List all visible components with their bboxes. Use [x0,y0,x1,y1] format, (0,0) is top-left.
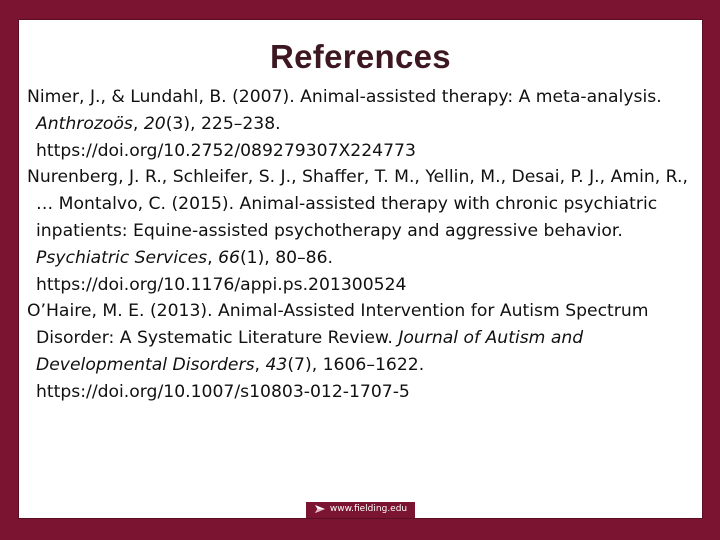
reference-list [27,84,695,406]
reference-volume: 66 [218,247,240,268]
reference-item [27,84,695,164]
reference-issue-pages: (7), 1606–1622. [287,354,425,375]
reference-item [27,298,695,405]
footer-url-link[interactable]: www.fielding.edu [329,504,408,514]
reference-doi-link[interactable]: https://doi.org/10.2752/089279307X224773 [36,140,416,161]
slide [18,19,703,519]
reference-separator: , [254,354,266,375]
reference-doi-link[interactable]: https://doi.org/10.1007/s10803-012-1707-5 [36,381,410,402]
reference-authors-title: O’Haire, M. E. (2013). Animal-Assisted Intervention for Autism Spectrum Disorder: A Systematic Literature Review. [27,301,649,349]
reference-authors-title: Nimer, J., & Lundahl, B. (2007). Animal-assisted therapy: A meta-analysis. [27,87,662,107]
reference-volume: 20 [143,113,166,134]
reference-separator: , [132,113,144,134]
reference-journal: Psychiatric Services [36,247,208,268]
footer [19,495,702,518]
reference-volume: 43 [265,354,288,375]
reference-journal: Journal of Autism and Developmental Disorders [36,328,584,375]
reference-issue-pages: (1), 80–86. [239,247,334,268]
footer-badge[interactable] [306,502,415,518]
reference-separator: , [207,247,219,268]
reference-item [27,164,695,298]
reference-issue-pages: (3), 225–238. [165,113,281,134]
slide-title: References [270,38,451,75]
fielding-logo-icon [314,503,326,515]
reference-doi-link[interactable]: https://doi.org/10.1176/appi.ps.201300524 [36,274,407,295]
reference-authors-title: Nurenberg, J. R., Schleifer, S. J., Shaffer, T. M., Yellin, M., Desai, P. J., Amin, R., … Montalvo, C. (2015). Animal-assisted therapy with chronic psychiatric inpatients: Equine-assisted psychotherapy and aggressive behavior. [27,167,688,241]
reference-journal: Anthrozoös [36,113,133,134]
